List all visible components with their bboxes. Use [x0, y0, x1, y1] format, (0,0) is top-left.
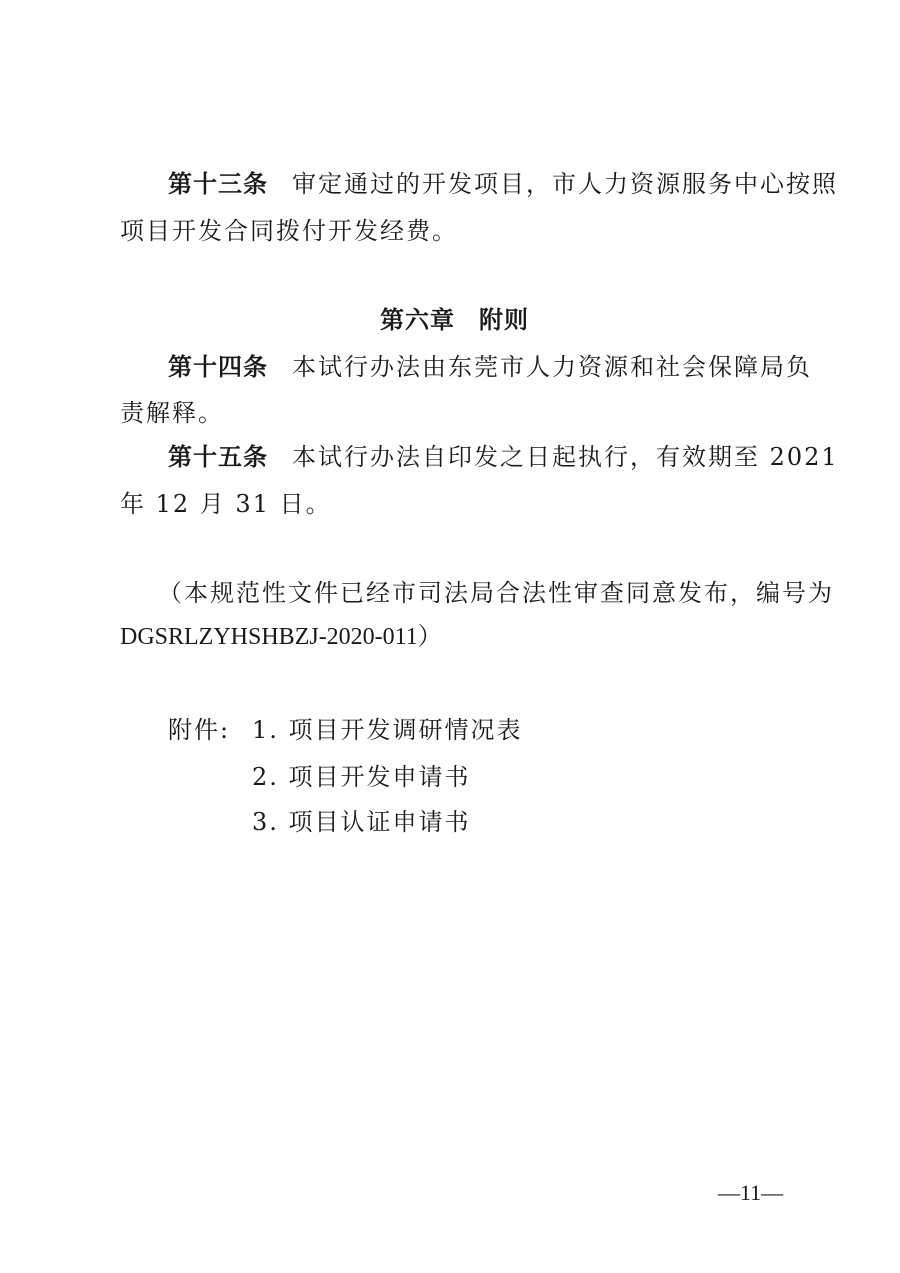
article-13-heading: 第十三条 [168, 170, 268, 198]
article-15-heading: 第十五条 [168, 443, 268, 471]
page-number: —11— [718, 1180, 784, 1205]
article-14-text-1: 本试行办法由东莞市人力资源和社会保障局负 [292, 353, 812, 381]
article-13-line-1 [168, 168, 838, 200]
article-14-heading: 第十四条 [168, 353, 268, 381]
article-14-line-1 [168, 351, 812, 383]
chapter-6-number: 第六章 [380, 306, 455, 334]
regulation-note-line-1: （本规范性文件已经市司法局合法性审查同意发布，编号为 [158, 579, 834, 607]
chapter-6-heading [380, 304, 529, 336]
article-14-line-2: 责解释。 [120, 399, 224, 427]
chapter-6-title: 附则 [479, 306, 529, 334]
article-13-text-1: 审定通过的开发项目，市人力资源服务中心按照 [292, 170, 838, 198]
article-15-line-1 [168, 441, 839, 473]
article-15-line-2: 年 12 月 31 日。 [120, 490, 332, 518]
attachments-label: 附件: [168, 716, 231, 744]
regulation-note-line-2: DGSRLZYHSHBZJ-2020-011） [120, 624, 442, 650]
article-15-text-1: 本试行办法自印发之日起执行，有效期至 2021 [292, 443, 839, 471]
attachment-item-1: 1. 项目开发调研情况表 [252, 716, 523, 744]
attachment-item-3: 3. 项目认证申请书 [252, 808, 471, 836]
article-13-line-2: 项目开发合同拨付开发经费。 [120, 217, 458, 245]
attachment-item-2: 2. 项目开发申请书 [252, 763, 471, 791]
